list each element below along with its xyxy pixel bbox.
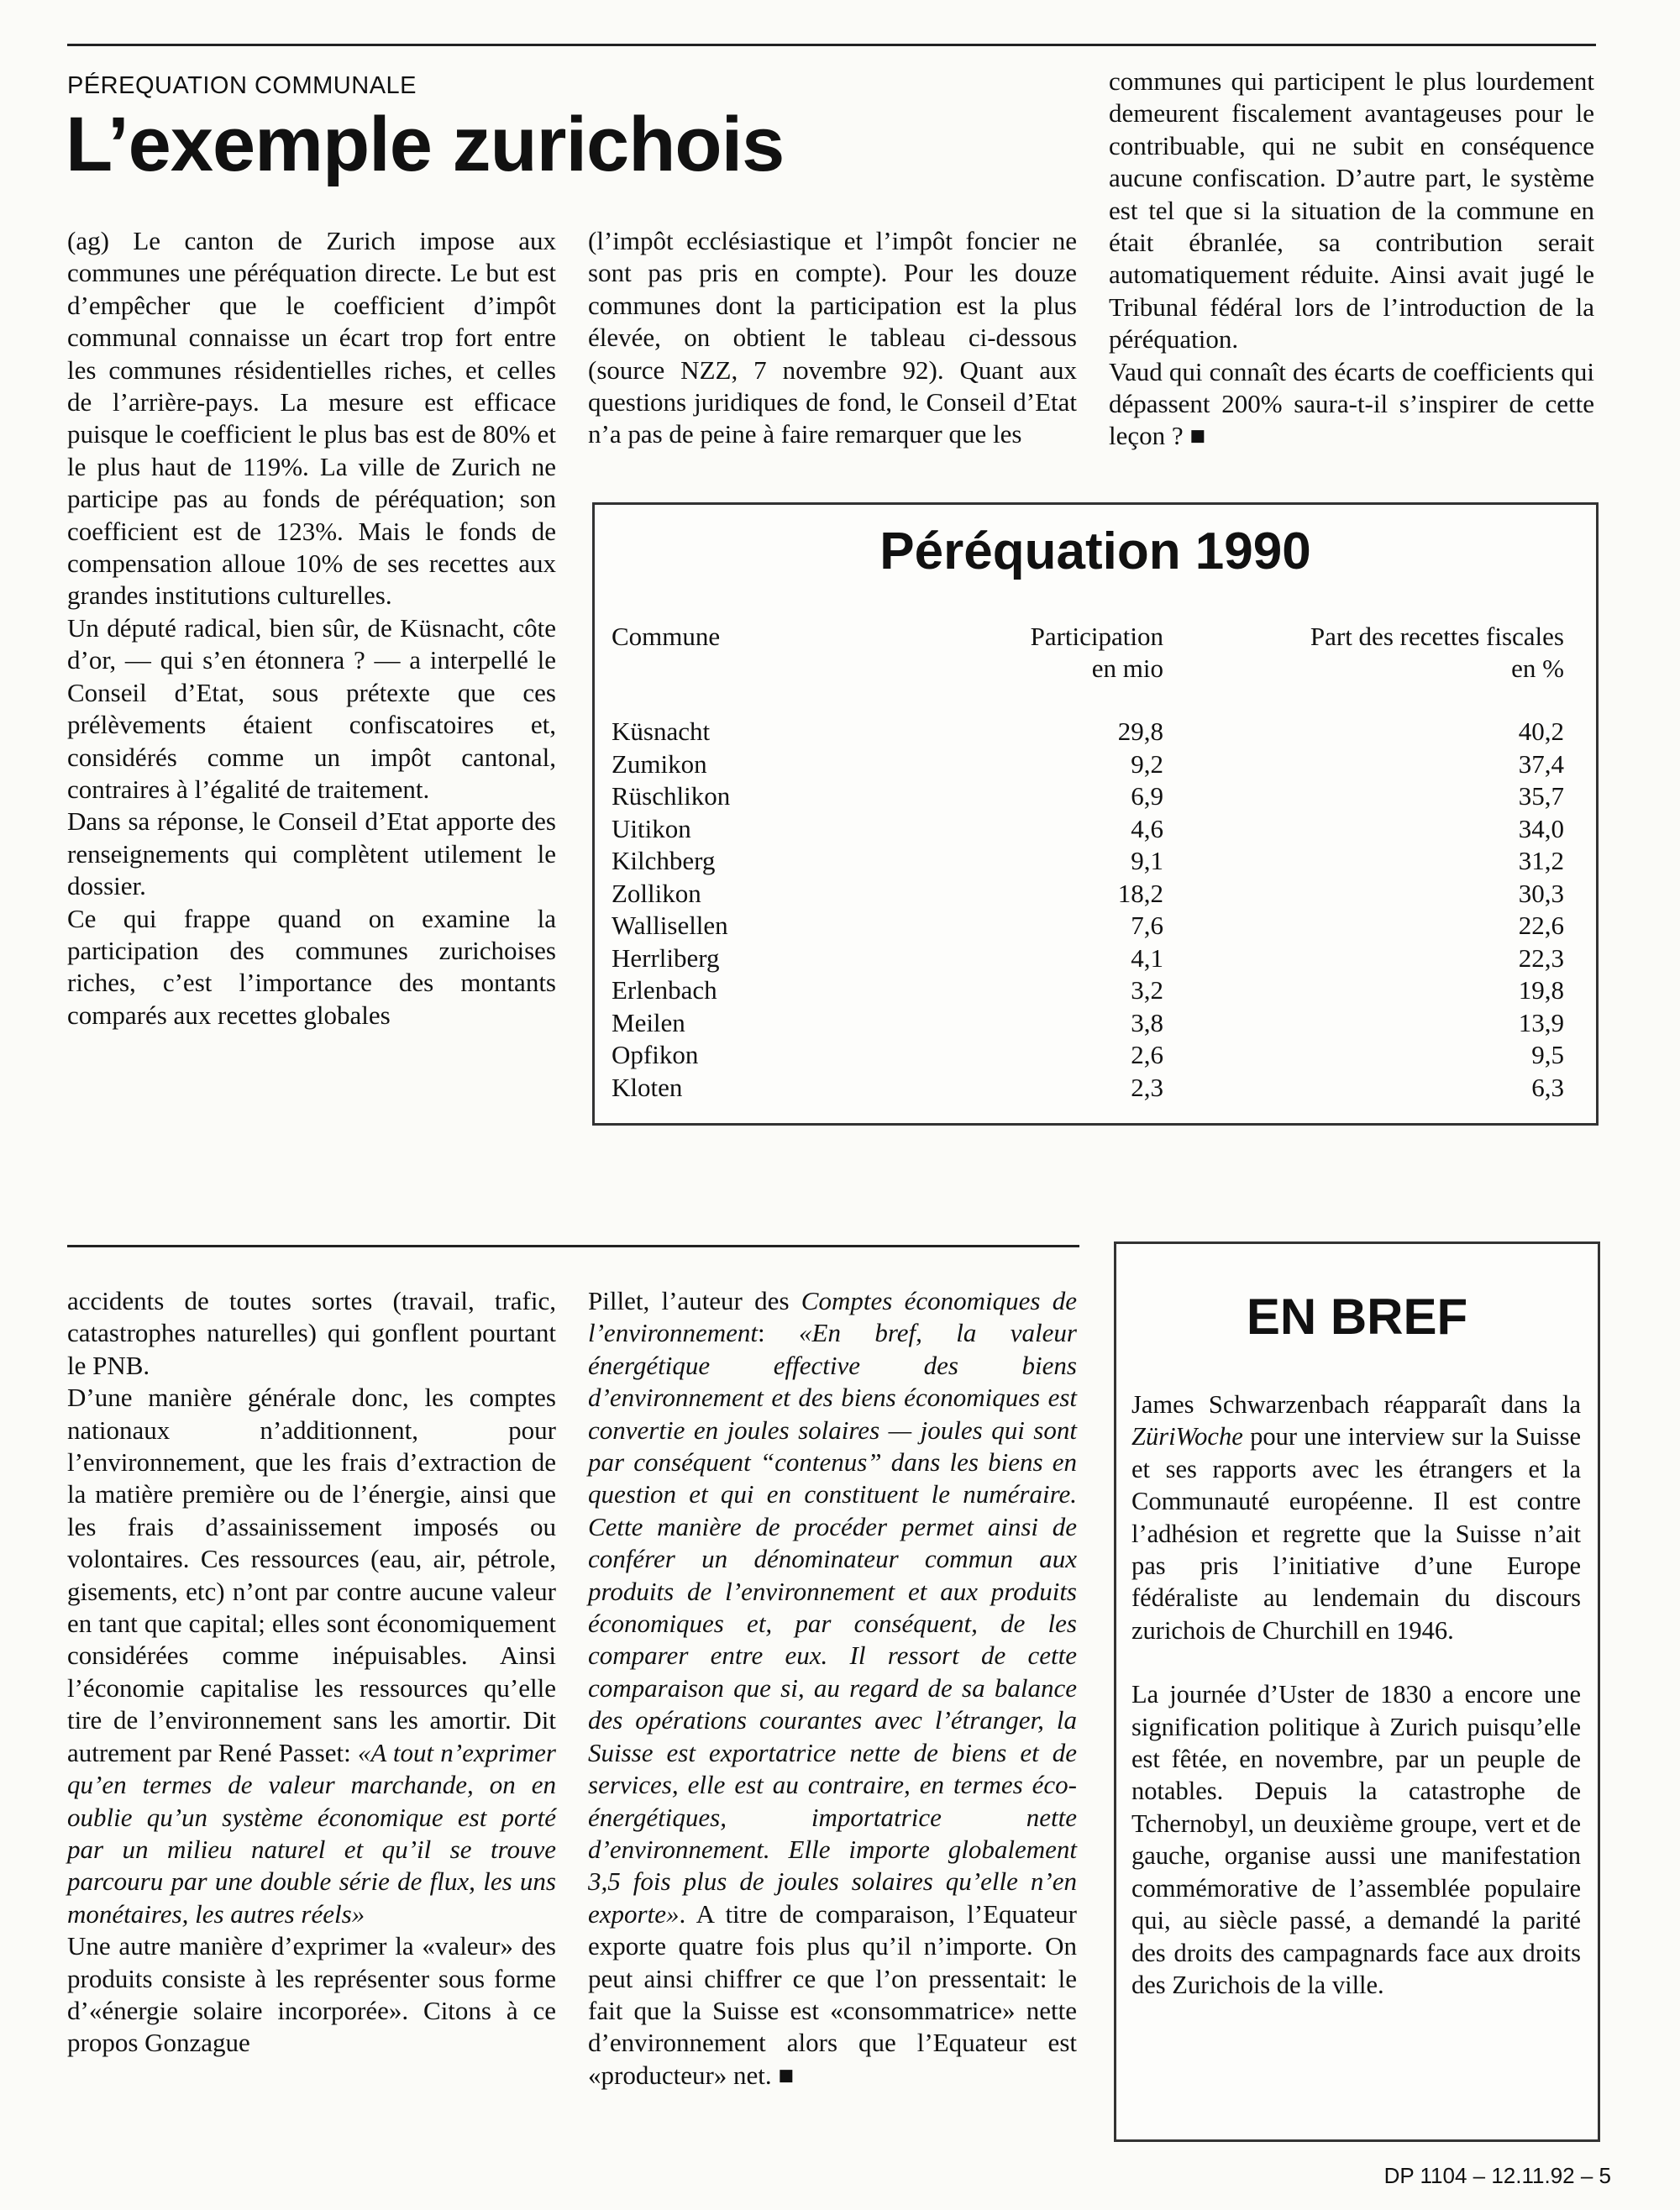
paragraph: accidents de toutes sortes (travail, trafic, catastrophes naturelles) qui gonflent pourtant le PNB. bbox=[67, 1286, 556, 1380]
table-row bbox=[595, 846, 1596, 879]
cell-participation: 29,8 bbox=[1117, 717, 1163, 746]
table-row bbox=[595, 781, 1596, 814]
article-kicker: PÉREQUATION COMMUNALE bbox=[67, 72, 417, 99]
top-rule bbox=[67, 44, 1596, 46]
lower-column-1 bbox=[67, 1285, 556, 2060]
article-title: L’exemple zurichois bbox=[66, 102, 785, 187]
header-share-label: Part des recettes fiscales bbox=[1310, 622, 1564, 651]
cell-commune: Küsnacht bbox=[612, 717, 711, 746]
paragraph: (ag) Le canton de Zurich impose aux communes une péréquation directe. Le but est d’empêcher que le coefficient d’impôt communal connaisse un écart trop fort entre les communes résidentielles riches, et celles de l’arrière-pays. La mesure est efficace puisque le coefficient le plus bas est de 80% et le plus haut de 119%. La ville de Zurich ne participe pas au fonds de péréquation; son coefficient est de 123%. Mais le fonds de compensation alloue 10% de ses recettes aux grandes institutions culturelles. bbox=[67, 226, 556, 611]
paragraph: (l’impôt ecclésiastique et l’impôt foncier ne sont pas pris en compte). Pour les douze communes dont la participation est la plus élevée, on obtient le tableau ci-dessous (source NZZ, 7 novembre 92). Quant aux questions juridiques de fond, le Conseil d’Etat n’a pas de peine à faire remarquer que les bbox=[588, 226, 1077, 449]
cell-participation: 2,3 bbox=[1131, 1072, 1163, 1102]
cell-commune: Opfikon bbox=[612, 1040, 699, 1069]
header-participation-unit: en mio bbox=[1091, 654, 1163, 683]
cell-commune: Rüschlikon bbox=[612, 781, 731, 811]
cell-participation: 3,8 bbox=[1131, 1007, 1163, 1037]
cell-commune: Meilen bbox=[612, 1007, 685, 1037]
cell-share: 22,6 bbox=[1518, 911, 1564, 940]
paragraph: Une autre manière d’exprimer la «valeur» des produits consiste à les représenter sous forme d’«énergie solaire incorporée». Citons à ce propos Gonzague bbox=[67, 1931, 556, 2058]
page-folio: DP 1104 – 12.11.92 – 5 bbox=[1383, 2163, 1611, 2188]
cell-participation: 9,1 bbox=[1131, 846, 1163, 875]
text-run: Pillet, l’auteur des bbox=[588, 1286, 801, 1315]
cell-share: 37,4 bbox=[1518, 748, 1564, 779]
lower-rule bbox=[67, 1245, 1079, 1247]
cell-participation: 9,2 bbox=[1131, 748, 1163, 779]
cell-share: 9,5 bbox=[1531, 1040, 1564, 1069]
paragraph: La journée d’Uster de 1830 a encore une signification politique à Zurich puisqu’elle est fêtée, en novembre, par un peuple de notables. Depuis la catastrophe de Tchernobyl, un deuxième groupe, vert et de gauche, organise aussi une manifestation commémorative de l’assemblée populaire qui, au siècle passé, a demandé la parité des droits des campagnards face aux droits des Zurichois de la ville. bbox=[1131, 1680, 1581, 1999]
table-row bbox=[595, 1040, 1596, 1073]
cell-share: 30,3 bbox=[1518, 878, 1564, 908]
cell-commune: Zollikon bbox=[612, 878, 701, 908]
paragraph bbox=[1131, 1388, 1581, 1646]
text-run: D’une manière générale donc, les comptes nationaux n’additionnent, pour l’environnement, que les frais d’extraction de la matière première ou de l’énergie, ainsi que les frais d’assainissement imposés ou volontaires. Ces ressources (eau, air, pétrole, gisements, etc) n’ont par contre aucune valeur en tant que capital; elles sont économiquement considérées comme inépuisables. Ainsi l’économie capitalise les ressources qu’elle tire de l’environnement sans les amortir. Dit autrement par René Passet: bbox=[67, 1383, 556, 1767]
table-row bbox=[595, 1008, 1596, 1041]
cell-share: 35,7 bbox=[1518, 781, 1564, 811]
article-column-2 bbox=[588, 225, 1077, 451]
cell-participation: 4,6 bbox=[1131, 813, 1163, 843]
cell-share: 6,3 bbox=[1531, 1072, 1564, 1102]
lower-column-2 bbox=[588, 1285, 1077, 2092]
cell-participation: 18,2 bbox=[1117, 878, 1163, 908]
en-bref-box bbox=[1114, 1241, 1600, 2142]
paragraph: Dans sa réponse, le Conseil d’Etat apporte des renseignements qui complètent utilement le dossier. bbox=[67, 806, 556, 901]
cell-share: 34,0 bbox=[1518, 813, 1564, 843]
perequation-table-box bbox=[592, 502, 1599, 1126]
cell-commune: Wallisellen bbox=[612, 911, 728, 940]
table-row bbox=[595, 814, 1596, 847]
cell-share: 19,8 bbox=[1518, 975, 1564, 1005]
table-row bbox=[595, 749, 1596, 782]
cell-participation: 2,6 bbox=[1131, 1040, 1163, 1069]
cell-participation: 7,6 bbox=[1131, 911, 1163, 940]
table-row bbox=[595, 975, 1596, 1008]
paragraph: Ce qui frappe quand on examine la participation des communes zurichoises riches, c’est l’importance des montants comparés aux recettes globales bbox=[67, 903, 556, 1030]
cell-participation: 3,2 bbox=[1131, 975, 1163, 1005]
table-row bbox=[595, 911, 1596, 943]
article-column-3 bbox=[1109, 66, 1594, 453]
table-row bbox=[595, 1073, 1596, 1105]
paragraph: Vaud qui connaît des écarts de coefficients qui dépassent 200% saura-t-il s’inspirer de cette leçon ? ■ bbox=[1109, 356, 1594, 451]
text-run: pour une interview sur la Suisse et ses rapports avec les étrangers et la Communauté européenne. Il est contre l’adhésion et regrette que la Suisse n’ait pas pris l’initiative d’une Europe fédéraliste au lendemain du discours zurichois de Churchill en 1946. bbox=[1131, 1422, 1581, 1645]
header-participation-label: Participation bbox=[1030, 622, 1163, 651]
header-share bbox=[1310, 621, 1564, 685]
text-run: James Schwarzenbach réapparaît dans la bbox=[1131, 1390, 1581, 1419]
cell-share: 13,9 bbox=[1518, 1007, 1564, 1037]
header-share-unit: en % bbox=[1511, 654, 1564, 683]
book-title-run: Comptes économiques de l’environnement bbox=[588, 1286, 1077, 1348]
cell-participation: 4,1 bbox=[1131, 942, 1163, 973]
cell-share: 40,2 bbox=[1518, 717, 1564, 746]
table-row bbox=[595, 943, 1596, 976]
cell-commune: Zumikon bbox=[612, 748, 707, 779]
cell-commune: Uitikon bbox=[612, 813, 691, 843]
table-title: Péréquation 1990 bbox=[879, 522, 1311, 580]
table-row bbox=[595, 717, 1596, 749]
table-row bbox=[595, 879, 1596, 911]
text-run: : bbox=[758, 1318, 800, 1348]
cell-commune: Erlenbach bbox=[612, 975, 717, 1005]
en-bref-text bbox=[1131, 1388, 1581, 2001]
paragraph bbox=[67, 1382, 556, 1930]
paragraph: Un député radical, bien sûr, de Küsnacht, côte d’or, — qui s’en étonnera ? — a interpellé le Conseil d’Etat, sous prétexte que ces prélèvements étaient confiscatoires et, considérés comme un impôt cantonal, contraires à l’égalité de traitement. bbox=[67, 612, 556, 804]
cell-share: 31,2 bbox=[1518, 846, 1564, 875]
header-participation bbox=[1031, 621, 1163, 685]
cell-share: 22,3 bbox=[1518, 942, 1564, 973]
quote-run: «En bref, la valeur énergétique effective des biens d’environnement et des biens économiques est convertie en joules solaires — joules qui sont par conséquent “contenus” dans les biens en question et qui en constituent le numéraire. Cette manière de procéder permet ainsi de conférer un dénominateur commun aux produits de l’environnement et aux produits économiques et, par conséquent, de les comparer entre eux. Il ressort de cette comparaison que si, au regard de sa balance des opérations courantes avec l’étranger, la Suisse est exportatrice nette de biens et de services, elle est au contraire, en termes éco-énergétiques, importatrice nette d’environnement. Elle importe globalement 3,5 fois plus de joules solaires qu’elle n’en exporte» bbox=[588, 1318, 1077, 1929]
cell-commune: Kloten bbox=[612, 1072, 683, 1102]
en-bref-title: EN BREF bbox=[1246, 1289, 1468, 1345]
text-run: . A titre de comparaison, l’Equateur exporte quatre fois plus qu’il n’importe. On peut ainsi chiffrer ce que l’on pressentait: le fait que la Suisse est «consommatrice» nette d’environnement alors que l’Equateur est «producteur» net. ■ bbox=[588, 1898, 1077, 2090]
header-commune: Commune bbox=[612, 622, 721, 651]
cell-commune: Kilchberg bbox=[612, 846, 716, 875]
quote-run: «A tout n’exprimer qu’en termes de valeur marchande, on en oublie qu’un système économique est porté par un milieu naturel et qu’il se trouve parcouru par une double série de flux, les uns monétaires, les autres réels» bbox=[67, 1737, 556, 1929]
article-column-1 bbox=[67, 225, 556, 1032]
cell-commune: Herrliberg bbox=[612, 942, 720, 973]
paragraph bbox=[588, 1285, 1077, 2092]
publication-name: ZüriWoche bbox=[1131, 1422, 1243, 1451]
paragraph: communes qui participent le plus lourdement demeurent fiscalement avantageuses pour le contribuable, qui ne subit en conséquence aucune confiscation. D’autre part, le système est tel que si la situation de la commune en était ébranlée, sa contribution serait automatiquement réduite. Ainsi avait jugé le Tribunal fédéral lors de l’introduction de la péréquation. bbox=[1109, 66, 1594, 354]
cell-participation: 6,9 bbox=[1131, 781, 1163, 811]
